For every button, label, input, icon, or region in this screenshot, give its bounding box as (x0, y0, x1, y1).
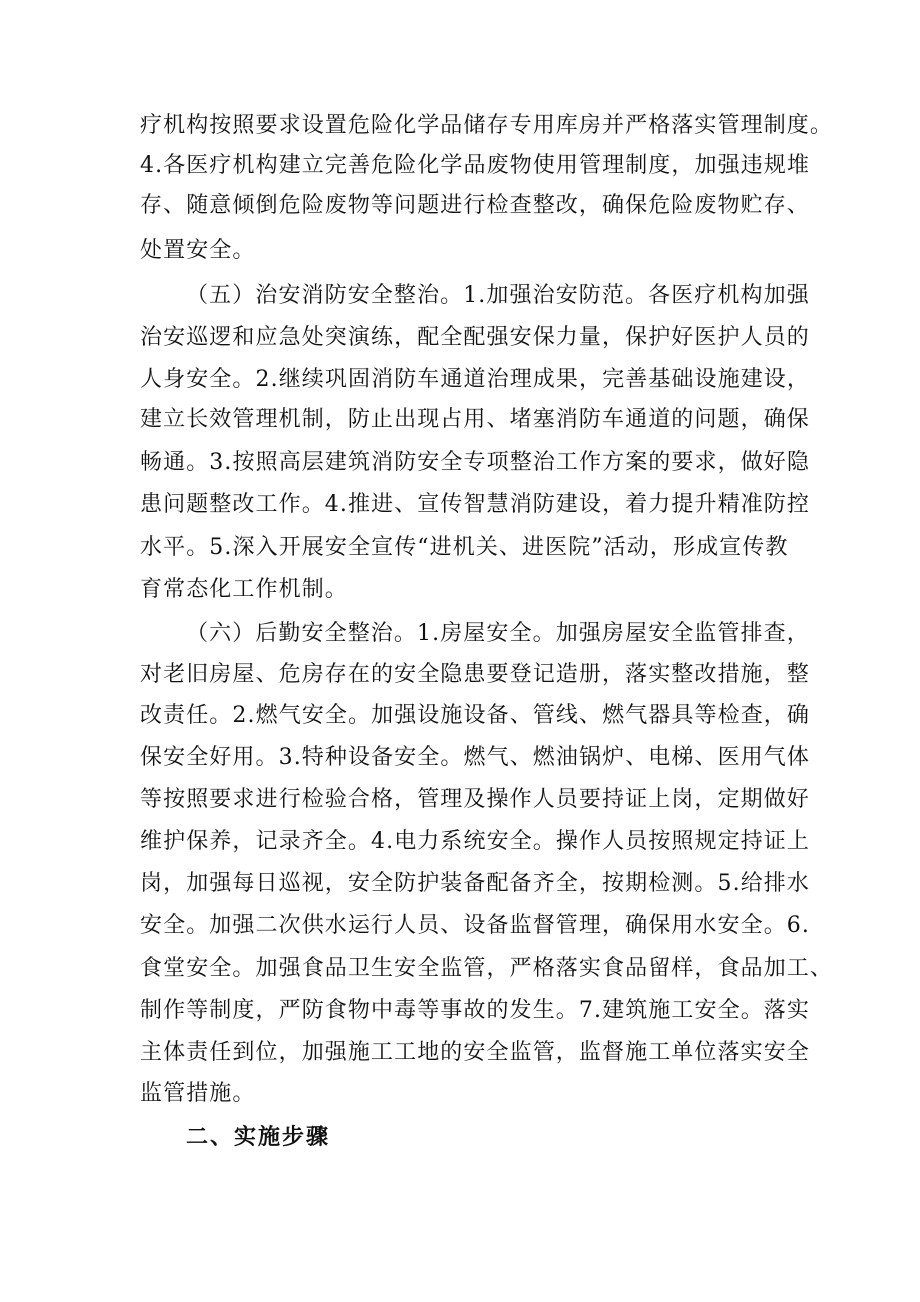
text-line: 岗，加强每日巡视，安全防护装备配备齐全，按期检测。5.给排水 (140, 871, 810, 896)
text-line: 保安全好用。3.特种设备安全。燃气、燃油锅炉、电梯、医用气体 (140, 745, 810, 770)
text-line: 4.各医疗机构建立完善危险化学品废物使用管理制度，加强违规堆 (140, 153, 810, 178)
text-line: 建立长效管理机制，防止出现占用、堵塞消防车通道的问题，确保 (140, 407, 810, 432)
text-line: 等按照要求进行检验合格，管理及操作人员要持证上岗，定期做好 (140, 787, 810, 812)
section-heading: 二、实施步骤 (186, 1125, 331, 1150)
text-line: 制作等制度，严防食物中毒等事故的发生。7.建筑施工安全。落实 (140, 998, 810, 1023)
text-line: 处置安全。 (140, 238, 256, 263)
text-line: 疗机构按照要求设置危险化学品储存专用库房并严格落实管理制度。 (140, 113, 834, 138)
text-line: 存、随意倾倒危险废物等问题进行检查整改，确保危险废物贮存、 (140, 193, 810, 218)
text-line: 畅通。3.按照高层建筑消防安全专项整治工作方案的要求，做好隐 (140, 450, 810, 475)
paragraph-six-start: （六）后勤安全整治。1.房屋安全。加强房屋安全监管排查， (186, 621, 810, 646)
text-line: 维护保养，记录齐全。4.电力系统安全。操作人员按照规定持证上 (140, 829, 810, 854)
text-line: 对老旧房屋、危房存在的安全隐患要登记造册，落实整改措施，整 (140, 662, 810, 687)
text-line: 食堂安全。加强食品卫生安全监管，严格落实食品留样，食品加工、 (140, 956, 834, 981)
text-line: 主体责任到位，加强施工工地的安全监管，监督施工单位落实安全 (140, 1040, 810, 1065)
text-line: 患问题整改工作。4.推进、宣传智慧消防建设，着力提升精准防控 (140, 492, 810, 517)
paragraph-five-start: （五）治安消防安全整治。1.加强治安防范。各医疗机构加强 (186, 283, 810, 308)
text-line: 人身安全。2.继续巩固消防车通道治理成果，完善基础设施建设， (140, 367, 810, 392)
text-line: 改责任。2.燃气安全。加强设施设备、管线、燃气器具等检查，确 (140, 703, 810, 728)
text-line: 治安巡逻和应急处突演练，配全配强安保力量，保护好医护人员的 (140, 325, 810, 350)
text-line: 育常态化工作机制。 (140, 577, 348, 602)
text-line: 安全。加强二次供水运行人员、设备监督管理，确保用水安全。6. (140, 913, 810, 938)
text-line: 监管措施。 (140, 1081, 256, 1106)
text-line: 水平。5.深入开展安全宣传“进机关、进医院”活动，形成宣传教 (140, 535, 789, 560)
